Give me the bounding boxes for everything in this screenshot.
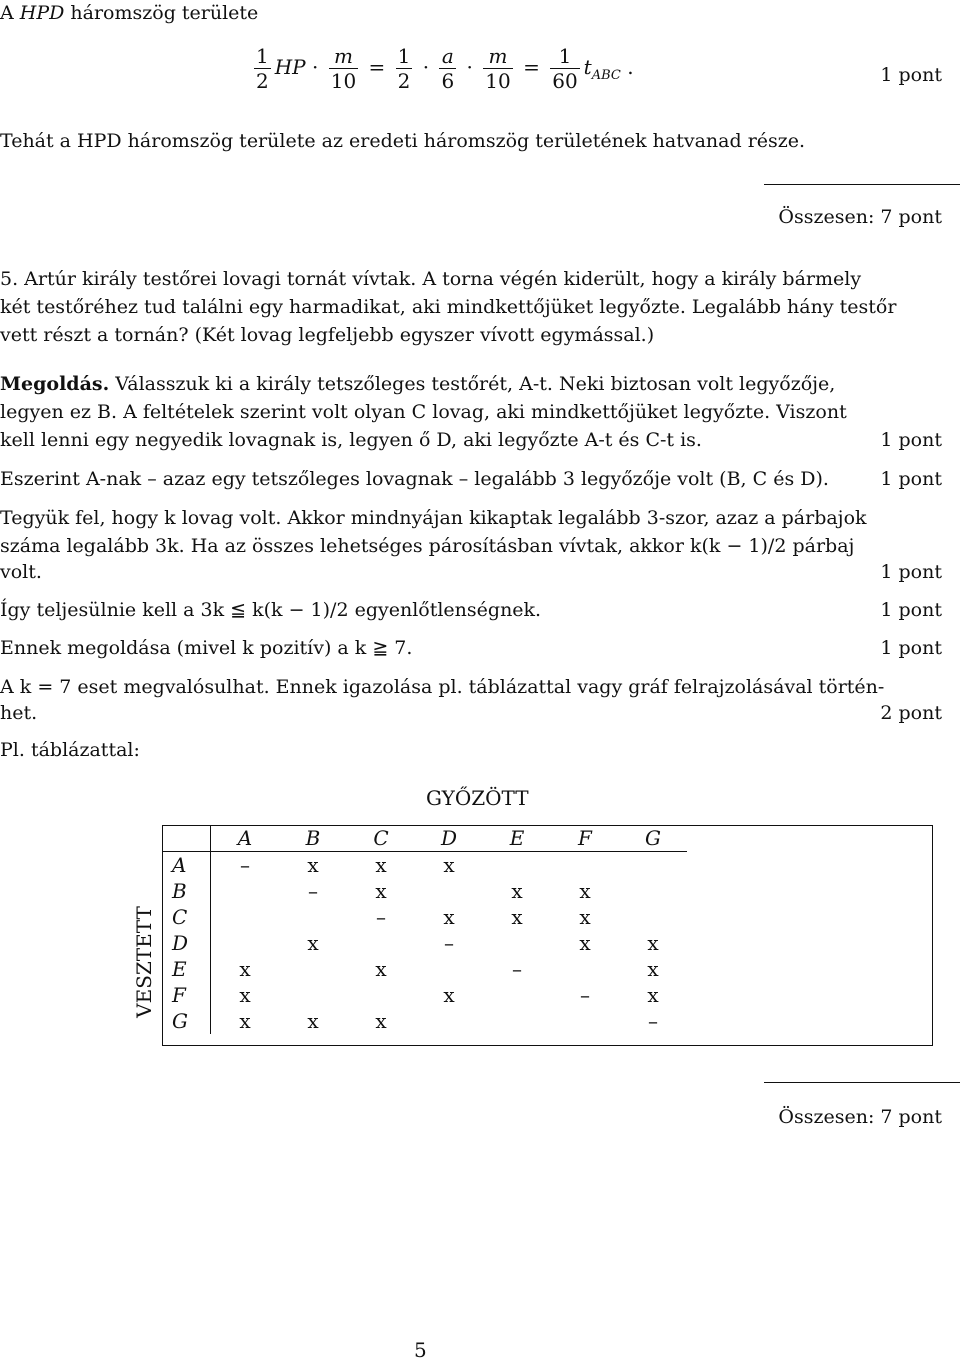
problem-line-3: vett részt a tornán? (Két lovag legfeljebb egyszer vívott egymással.) <box>0 324 655 346</box>
points-3: 1 pont <box>880 561 942 583</box>
table-cell: x <box>239 983 251 1007</box>
table-cell: x <box>579 879 591 903</box>
table-cell: x <box>307 853 319 877</box>
solution-label: Megoldás. <box>0 373 110 395</box>
solution-line-10: A k = 7 eset megvalósulhat. Ennek igazolása pl. táblázattal vagy gráf felrajzolásával történ- <box>0 676 885 698</box>
table-cell <box>279 904 347 930</box>
table-cell: G <box>619 825 687 852</box>
table-cell: x <box>443 983 455 1007</box>
table-cell: x <box>647 957 659 981</box>
solution-line-9: Ennek megoldása (mivel k pozitív) a k ≧ 7. <box>0 637 413 659</box>
table-cell: – <box>512 957 522 981</box>
table-cell: x <box>307 1009 319 1033</box>
table-cell <box>211 878 280 904</box>
table-cell: x <box>239 1009 251 1033</box>
solution-line-12: Pl. táblázattal: <box>0 739 140 761</box>
table-cell <box>279 982 347 1008</box>
solution-line-11: het. <box>0 702 38 724</box>
total-rule-1 <box>764 184 960 185</box>
table-cell: x <box>647 983 659 1007</box>
table-row <box>162 982 687 1008</box>
solution-line-7: volt. <box>0 561 42 583</box>
table-cell <box>211 930 280 956</box>
problem-line-2: két testőréhez tud találni egy harmadikat, aki mindkettőjüket legyőzte. Legalább hány testőr <box>0 296 897 318</box>
solution-line-4: Eszerint A-nak – azaz egy tetszőleges lovagnak – legalább 3 legyőzője volt (B, C és D). <box>0 468 829 490</box>
solution-line-3: kell lenni egy negyedik lovagnak is, legyen ő D, aki legyőzte A-t és C-t is. <box>0 429 702 451</box>
table-row <box>162 878 687 904</box>
table-cell: D <box>415 825 483 852</box>
points-2: 1 pont <box>880 468 942 490</box>
table-cell <box>551 1008 619 1034</box>
table-cell: x <box>239 957 251 981</box>
table-top-label: GYŐZÖTT <box>426 786 529 810</box>
table-cell: x <box>647 931 659 955</box>
table-cell: x <box>579 905 591 929</box>
solution-line-2: legyen ez B. A feltételek szerint volt olyan C lovag, aki mindkettőjüket legyőzte. Viszont <box>0 401 847 423</box>
solution-line-8: Így teljesülnie kell a 3k ≦ k(k − 1)/2 egyenlőtlenségnek. <box>0 599 542 621</box>
points-4: 1 pont <box>880 599 942 621</box>
table-cell <box>347 982 415 1008</box>
table-side-label: VESZTETT <box>132 906 156 1018</box>
area-formula: $\frac{1}{2}$ HP · $\frac{m}{10}$ = $\frac{1}{2}$ · $\frac{a}{6}$ · $\frac{m}{10}$ = $\frac{1}{60}$ $t_{ABC}$ . <box>256 44 634 93</box>
table-cell: F <box>551 825 619 852</box>
solution-line-1: Megoldás. Válasszuk ki a király tetszőleges testőrét, A-t. Neki biztosan volt legyőzője, <box>0 373 836 395</box>
table-cell <box>619 878 687 904</box>
table-header-row <box>162 825 687 852</box>
total-rule-2 <box>764 1082 960 1083</box>
table-row <box>162 956 687 982</box>
table-cell <box>279 956 347 982</box>
table-cell: – <box>308 879 318 903</box>
table-cell: x <box>307 931 319 955</box>
formula-points: 1 pont <box>880 64 942 86</box>
table-cell <box>483 852 551 879</box>
conclusion-text: Tehát a HPD háromszög területe az eredeti háromszög területének hatvanad része. <box>0 130 806 152</box>
table-cell: x <box>375 1009 387 1033</box>
table-cell <box>551 852 619 879</box>
solution-line-5: Tegyük fel, hogy k lovag volt. Akkor mindnyájan kikaptak legalább 3-szor, azaz a párbajok <box>0 507 867 529</box>
table-cell: x <box>511 879 523 903</box>
points-1: 1 pont <box>880 429 942 451</box>
problem-line-1: 5. Artúr király testőrei lovagi tornát vívtak. A torna végén kiderült, hogy a király bármely <box>0 268 862 290</box>
table-cell: A <box>162 852 211 879</box>
table-cell: x <box>375 957 387 981</box>
table-row <box>162 904 687 930</box>
points-6: 2 pont <box>880 702 942 724</box>
table-row <box>162 852 687 879</box>
table-cell: – <box>240 853 250 877</box>
table-cell: – <box>444 931 454 955</box>
table-cell <box>415 1008 483 1034</box>
table-cell: B <box>279 825 347 852</box>
table-cell: G <box>162 1008 211 1034</box>
total-points-1: Összesen: 7 pont <box>778 206 942 228</box>
table-cell: E <box>162 956 211 982</box>
table-row <box>162 930 687 956</box>
table-cell <box>415 956 483 982</box>
page-number: 5 <box>414 1338 427 1362</box>
table-cell: – <box>376 905 386 929</box>
table-cell <box>619 904 687 930</box>
table-cell: – <box>648 1009 658 1033</box>
table-row <box>162 1008 687 1034</box>
table-cell: x <box>443 905 455 929</box>
table-cell <box>483 930 551 956</box>
points-5: 1 pont <box>880 637 942 659</box>
table-cell <box>211 904 280 930</box>
table-cell: x <box>443 853 455 877</box>
table-cell: C <box>347 825 415 852</box>
table-cell <box>619 852 687 879</box>
total-points-2: Összesen: 7 pont <box>778 1106 942 1128</box>
table-cell <box>483 982 551 1008</box>
table-cell: F <box>162 982 211 1008</box>
table-cell: x <box>579 931 591 955</box>
table-cell <box>551 956 619 982</box>
table-cell: – <box>580 983 590 1007</box>
results-table <box>162 825 687 1034</box>
solution-line-6: száma legalább 3k. Ha az összes lehetséges párosításban vívtak, akkor k(k − 1)/2 párbaj <box>0 535 855 557</box>
table-cell: x <box>375 853 387 877</box>
table-cell: B <box>162 878 211 904</box>
table-cell: A <box>211 825 280 852</box>
table-cell: C <box>162 904 211 930</box>
table-cell <box>483 1008 551 1034</box>
table-cell: x <box>511 905 523 929</box>
table-cell <box>415 878 483 904</box>
section-title: A HPD háromszög területe <box>0 2 259 24</box>
table-cell <box>347 930 415 956</box>
table-cell <box>162 825 211 852</box>
table-cell: x <box>375 879 387 903</box>
table-cell: D <box>162 930 211 956</box>
table-cell: E <box>483 825 551 852</box>
